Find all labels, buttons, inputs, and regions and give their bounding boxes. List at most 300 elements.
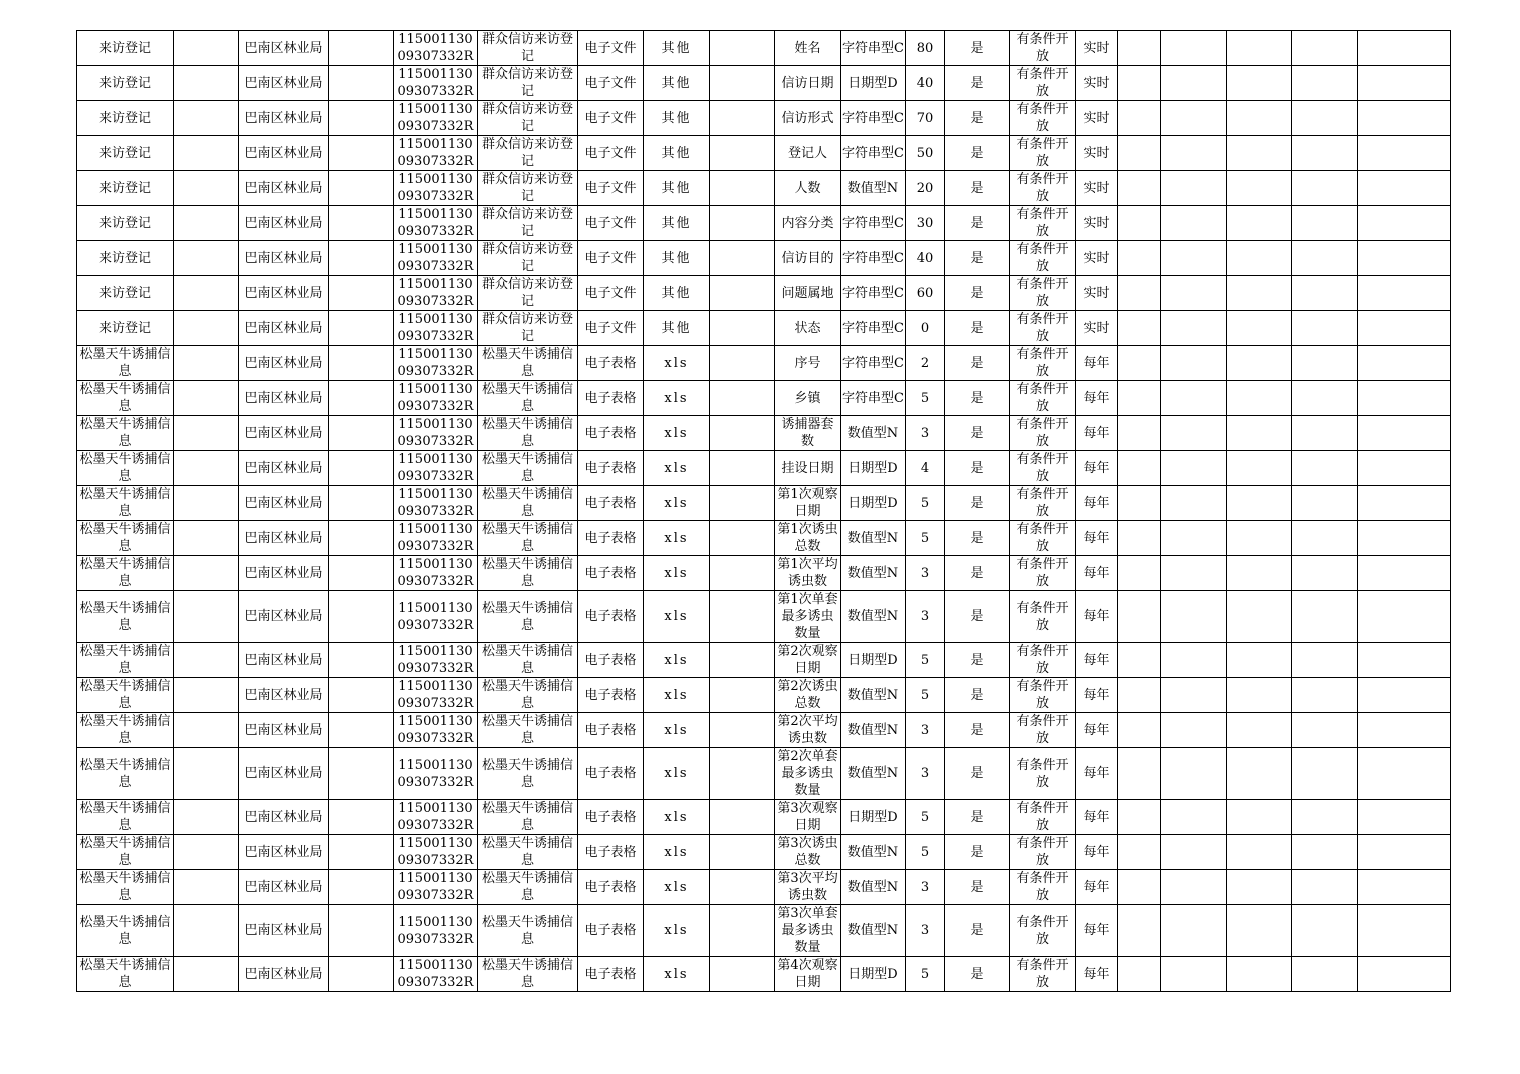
credit-code-cell: 11500113009307332R xyxy=(394,905,478,957)
blank-cell xyxy=(1227,643,1292,678)
data-type-cell: 日期型D xyxy=(841,957,906,992)
data-type-cell: 日期型D xyxy=(841,451,906,486)
table-row xyxy=(77,800,1451,835)
field-name-cell: 信访日期 xyxy=(775,66,841,101)
provider-dept-cell: 巴南区林业局 xyxy=(239,171,329,206)
length-cell: 5 xyxy=(906,800,945,835)
catalog-name-cell: 松墨天牛诱捕信息 xyxy=(478,416,578,451)
blank-cell xyxy=(710,678,775,713)
data-type-cell: 数值型N xyxy=(841,748,906,800)
data-type-cell: 数值型N xyxy=(841,591,906,643)
update-cycle-cell: 实时 xyxy=(1076,171,1118,206)
field-name-cell: 第1次单套最多诱虫数量 xyxy=(775,591,841,643)
blank-cell xyxy=(1118,241,1161,276)
share-type-cell: 有条件开放 xyxy=(1010,171,1076,206)
blank-cell xyxy=(329,346,394,381)
blank-cell xyxy=(1292,713,1358,748)
catalog-name-cell: 群众信访来访登记 xyxy=(478,241,578,276)
table-row xyxy=(77,451,1451,486)
credit-code-cell: 11500113009307332R xyxy=(394,136,478,171)
field-name-cell: 诱捕器套数 xyxy=(775,416,841,451)
provider-dept-cell: 巴南区林业局 xyxy=(239,678,329,713)
blank-cell xyxy=(1161,521,1227,556)
blank-cell xyxy=(1118,171,1161,206)
blank-cell xyxy=(1227,556,1292,591)
resource-name-cell: 松墨天牛诱捕信息 xyxy=(77,556,174,591)
blank-cell xyxy=(710,101,775,136)
table-row xyxy=(77,241,1451,276)
blank-cell xyxy=(1292,556,1358,591)
blank-cell xyxy=(710,556,775,591)
update-cycle-cell: 实时 xyxy=(1076,31,1118,66)
resource-name-cell: 松墨天牛诱捕信息 xyxy=(77,521,174,556)
resource-name-cell: 松墨天牛诱捕信息 xyxy=(77,713,174,748)
blank-cell xyxy=(710,748,775,800)
required-cell: 是 xyxy=(945,66,1010,101)
blank-cell xyxy=(1118,556,1161,591)
share-type-cell: 有条件开放 xyxy=(1010,957,1076,992)
credit-code-cell: 11500113009307332R xyxy=(394,381,478,416)
catalog-name-cell: 松墨天牛诱捕信息 xyxy=(478,346,578,381)
blank-cell xyxy=(1161,206,1227,241)
format-type-cell: 电子文件 xyxy=(578,241,644,276)
blank-cell xyxy=(1227,311,1292,346)
blank-cell xyxy=(1358,101,1451,136)
catalog-name-cell: 群众信访来访登记 xyxy=(478,206,578,241)
required-cell: 是 xyxy=(945,451,1010,486)
blank-cell xyxy=(329,451,394,486)
blank-cell xyxy=(1358,136,1451,171)
update-cycle-cell: 每年 xyxy=(1076,957,1118,992)
blank-cell xyxy=(1118,416,1161,451)
update-cycle-cell: 每年 xyxy=(1076,486,1118,521)
credit-code-cell: 11500113009307332R xyxy=(394,521,478,556)
blank-cell xyxy=(1118,678,1161,713)
catalog-name-cell: 松墨天牛诱捕信息 xyxy=(478,451,578,486)
credit-code-cell: 11500113009307332R xyxy=(394,311,478,346)
blank-cell xyxy=(1292,591,1358,643)
field-name-cell: 第2次平均诱虫数 xyxy=(775,713,841,748)
provider-dept-cell: 巴南区林业局 xyxy=(239,276,329,311)
update-cycle-cell: 实时 xyxy=(1076,66,1118,101)
update-cycle-cell: 每年 xyxy=(1076,591,1118,643)
blank-cell xyxy=(1358,416,1451,451)
blank-cell xyxy=(329,311,394,346)
blank-cell xyxy=(1227,381,1292,416)
update-cycle-cell: 每年 xyxy=(1076,346,1118,381)
blank-cell xyxy=(1358,957,1451,992)
blank-cell xyxy=(710,136,775,171)
blank-cell xyxy=(1292,206,1358,241)
credit-code-cell: 11500113009307332R xyxy=(394,591,478,643)
provider-dept-cell: 巴南区林业局 xyxy=(239,451,329,486)
blank-cell xyxy=(710,451,775,486)
blank-cell xyxy=(1358,241,1451,276)
blank-cell xyxy=(1118,713,1161,748)
table-row xyxy=(77,678,1451,713)
blank-cell xyxy=(710,835,775,870)
field-name-cell: 第3次诱虫总数 xyxy=(775,835,841,870)
field-name-cell: 第4次观察日期 xyxy=(775,957,841,992)
table-row xyxy=(77,66,1451,101)
format-cell: 其他 xyxy=(644,136,710,171)
credit-code-cell: 11500113009307332R xyxy=(394,66,478,101)
blank-cell xyxy=(174,101,239,136)
format-type-cell: 电子文件 xyxy=(578,276,644,311)
required-cell: 是 xyxy=(945,678,1010,713)
blank-cell xyxy=(1118,870,1161,905)
blank-cell xyxy=(1358,171,1451,206)
blank-cell xyxy=(1292,346,1358,381)
required-cell: 是 xyxy=(945,870,1010,905)
length-cell: 2 xyxy=(906,346,945,381)
format-type-cell: 电子文件 xyxy=(578,206,644,241)
provider-dept-cell: 巴南区林业局 xyxy=(239,136,329,171)
blank-cell xyxy=(1161,171,1227,206)
format-cell: 其他 xyxy=(644,66,710,101)
blank-cell xyxy=(1118,206,1161,241)
catalog-table xyxy=(76,30,1451,992)
length-cell: 80 xyxy=(906,31,945,66)
blank-cell xyxy=(329,416,394,451)
required-cell: 是 xyxy=(945,171,1010,206)
share-type-cell: 有条件开放 xyxy=(1010,748,1076,800)
format-cell: 其他 xyxy=(644,31,710,66)
blank-cell xyxy=(1118,521,1161,556)
share-type-cell: 有条件开放 xyxy=(1010,311,1076,346)
share-type-cell: 有条件开放 xyxy=(1010,835,1076,870)
blank-cell xyxy=(1292,31,1358,66)
update-cycle-cell: 每年 xyxy=(1076,870,1118,905)
catalog-name-cell: 松墨天牛诱捕信息 xyxy=(478,678,578,713)
resource-name-cell: 松墨天牛诱捕信息 xyxy=(77,835,174,870)
data-type-cell: 日期型D xyxy=(841,800,906,835)
format-cell: xls xyxy=(644,486,710,521)
resource-name-cell: 来访登记 xyxy=(77,241,174,276)
required-cell: 是 xyxy=(945,835,1010,870)
catalog-name-cell: 松墨天牛诱捕信息 xyxy=(478,643,578,678)
length-cell: 5 xyxy=(906,521,945,556)
format-cell: xls xyxy=(644,556,710,591)
format-cell: 其他 xyxy=(644,206,710,241)
table-row xyxy=(77,346,1451,381)
provider-dept-cell: 巴南区林业局 xyxy=(239,957,329,992)
data-type-cell: 字符串型C xyxy=(841,136,906,171)
blank-cell xyxy=(1161,748,1227,800)
data-type-cell: 数值型N xyxy=(841,905,906,957)
blank-cell xyxy=(1161,276,1227,311)
blank-cell xyxy=(710,206,775,241)
blank-cell xyxy=(1292,381,1358,416)
table-row xyxy=(77,905,1451,957)
table-row xyxy=(77,556,1451,591)
format-type-cell: 电子表格 xyxy=(578,381,644,416)
blank-cell xyxy=(174,416,239,451)
blank-cell xyxy=(1227,713,1292,748)
format-type-cell: 电子表格 xyxy=(578,748,644,800)
resource-name-cell: 松墨天牛诱捕信息 xyxy=(77,748,174,800)
provider-dept-cell: 巴南区林业局 xyxy=(239,486,329,521)
credit-code-cell: 11500113009307332R xyxy=(394,276,478,311)
catalog-name-cell: 群众信访来访登记 xyxy=(478,311,578,346)
blank-cell xyxy=(1292,905,1358,957)
blank-cell xyxy=(1161,31,1227,66)
provider-dept-cell: 巴南区林业局 xyxy=(239,381,329,416)
required-cell: 是 xyxy=(945,241,1010,276)
provider-dept-cell: 巴南区林业局 xyxy=(239,311,329,346)
blank-cell xyxy=(1292,416,1358,451)
format-cell: 其他 xyxy=(644,241,710,276)
share-type-cell: 有条件开放 xyxy=(1010,713,1076,748)
blank-cell xyxy=(174,713,239,748)
blank-cell xyxy=(1358,451,1451,486)
share-type-cell: 有条件开放 xyxy=(1010,66,1076,101)
blank-cell xyxy=(329,748,394,800)
field-name-cell: 乡镇 xyxy=(775,381,841,416)
blank-cell xyxy=(1358,486,1451,521)
format-cell: xls xyxy=(644,748,710,800)
resource-name-cell: 松墨天牛诱捕信息 xyxy=(77,451,174,486)
share-type-cell: 有条件开放 xyxy=(1010,346,1076,381)
length-cell: 5 xyxy=(906,486,945,521)
table-row xyxy=(77,416,1451,451)
field-name-cell: 第2次诱虫总数 xyxy=(775,678,841,713)
blank-cell xyxy=(1292,101,1358,136)
provider-dept-cell: 巴南区林业局 xyxy=(239,748,329,800)
blank-cell xyxy=(174,521,239,556)
format-type-cell: 电子表格 xyxy=(578,556,644,591)
catalog-name-cell: 松墨天牛诱捕信息 xyxy=(478,800,578,835)
blank-cell xyxy=(1292,486,1358,521)
table-row xyxy=(77,171,1451,206)
table-row xyxy=(77,136,1451,171)
table-row xyxy=(77,835,1451,870)
table-row xyxy=(77,748,1451,800)
provider-dept-cell: 巴南区林业局 xyxy=(239,591,329,643)
blank-cell xyxy=(174,346,239,381)
format-cell: xls xyxy=(644,678,710,713)
table-row xyxy=(77,957,1451,992)
provider-dept-cell: 巴南区林业局 xyxy=(239,206,329,241)
resource-name-cell: 来访登记 xyxy=(77,311,174,346)
format-type-cell: 电子表格 xyxy=(578,678,644,713)
provider-dept-cell: 巴南区林业局 xyxy=(239,800,329,835)
share-type-cell: 有条件开放 xyxy=(1010,136,1076,171)
blank-cell xyxy=(710,905,775,957)
provider-dept-cell: 巴南区林业局 xyxy=(239,556,329,591)
blank-cell xyxy=(1161,101,1227,136)
resource-name-cell: 来访登记 xyxy=(77,136,174,171)
required-cell: 是 xyxy=(945,748,1010,800)
blank-cell xyxy=(329,591,394,643)
share-type-cell: 有条件开放 xyxy=(1010,206,1076,241)
share-type-cell: 有条件开放 xyxy=(1010,800,1076,835)
blank-cell xyxy=(1227,521,1292,556)
length-cell: 5 xyxy=(906,678,945,713)
catalog-name-cell: 松墨天牛诱捕信息 xyxy=(478,905,578,957)
length-cell: 30 xyxy=(906,206,945,241)
blank-cell xyxy=(1161,678,1227,713)
blank-cell xyxy=(1161,713,1227,748)
credit-code-cell: 11500113009307332R xyxy=(394,643,478,678)
blank-cell xyxy=(710,643,775,678)
required-cell: 是 xyxy=(945,206,1010,241)
blank-cell xyxy=(329,905,394,957)
blank-cell xyxy=(1358,311,1451,346)
blank-cell xyxy=(1292,643,1358,678)
format-type-cell: 电子表格 xyxy=(578,870,644,905)
catalog-name-cell: 群众信访来访登记 xyxy=(478,136,578,171)
share-type-cell: 有条件开放 xyxy=(1010,591,1076,643)
update-cycle-cell: 每年 xyxy=(1076,905,1118,957)
blank-cell xyxy=(710,66,775,101)
blank-cell xyxy=(1161,381,1227,416)
update-cycle-cell: 每年 xyxy=(1076,643,1118,678)
field-name-cell: 登记人 xyxy=(775,136,841,171)
table-row xyxy=(77,311,1451,346)
blank-cell xyxy=(1118,66,1161,101)
blank-cell xyxy=(174,66,239,101)
blank-cell xyxy=(329,643,394,678)
data-type-cell: 数值型N xyxy=(841,870,906,905)
blank-cell xyxy=(1227,451,1292,486)
blank-cell xyxy=(1118,101,1161,136)
blank-cell xyxy=(329,678,394,713)
blank-cell xyxy=(1118,800,1161,835)
data-type-cell: 数值型N xyxy=(841,416,906,451)
blank-cell xyxy=(329,171,394,206)
share-type-cell: 有条件开放 xyxy=(1010,556,1076,591)
blank-cell xyxy=(710,381,775,416)
blank-cell xyxy=(1118,748,1161,800)
resource-name-cell: 松墨天牛诱捕信息 xyxy=(77,678,174,713)
update-cycle-cell: 每年 xyxy=(1076,451,1118,486)
field-name-cell: 序号 xyxy=(775,346,841,381)
blank-cell xyxy=(329,276,394,311)
catalog-name-cell: 松墨天牛诱捕信息 xyxy=(478,835,578,870)
blank-cell xyxy=(710,870,775,905)
blank-cell xyxy=(1227,241,1292,276)
field-name-cell: 第3次单套最多诱虫数量 xyxy=(775,905,841,957)
blank-cell xyxy=(1358,31,1451,66)
resource-name-cell: 来访登记 xyxy=(77,171,174,206)
required-cell: 是 xyxy=(945,416,1010,451)
blank-cell xyxy=(1292,276,1358,311)
table-row xyxy=(77,206,1451,241)
provider-dept-cell: 巴南区林业局 xyxy=(239,346,329,381)
field-name-cell: 第1次平均诱虫数 xyxy=(775,556,841,591)
blank-cell xyxy=(1118,451,1161,486)
resource-name-cell: 松墨天牛诱捕信息 xyxy=(77,346,174,381)
provider-dept-cell: 巴南区林业局 xyxy=(239,66,329,101)
blank-cell xyxy=(174,31,239,66)
format-cell: xls xyxy=(644,713,710,748)
table-row xyxy=(77,713,1451,748)
blank-cell xyxy=(1358,556,1451,591)
blank-cell xyxy=(1227,835,1292,870)
credit-code-cell: 11500113009307332R xyxy=(394,957,478,992)
catalog-name-cell: 群众信访来访登记 xyxy=(478,66,578,101)
required-cell: 是 xyxy=(945,800,1010,835)
blank-cell xyxy=(1292,957,1358,992)
credit-code-cell: 11500113009307332R xyxy=(394,241,478,276)
blank-cell xyxy=(710,957,775,992)
catalog-name-cell: 松墨天牛诱捕信息 xyxy=(478,486,578,521)
blank-cell xyxy=(710,800,775,835)
field-name-cell: 第1次观察日期 xyxy=(775,486,841,521)
blank-cell xyxy=(1227,66,1292,101)
required-cell: 是 xyxy=(945,136,1010,171)
provider-dept-cell: 巴南区林业局 xyxy=(239,101,329,136)
format-cell: 其他 xyxy=(644,101,710,136)
field-name-cell: 挂设日期 xyxy=(775,451,841,486)
blank-cell xyxy=(174,800,239,835)
resource-name-cell: 来访登记 xyxy=(77,206,174,241)
format-type-cell: 电子表格 xyxy=(578,835,644,870)
blank-cell xyxy=(329,241,394,276)
share-type-cell: 有条件开放 xyxy=(1010,101,1076,136)
data-type-cell: 字符串型C xyxy=(841,346,906,381)
format-cell: xls xyxy=(644,905,710,957)
share-type-cell: 有条件开放 xyxy=(1010,870,1076,905)
blank-cell xyxy=(174,206,239,241)
catalog-name-cell: 松墨天牛诱捕信息 xyxy=(478,556,578,591)
credit-code-cell: 11500113009307332R xyxy=(394,678,478,713)
update-cycle-cell: 每年 xyxy=(1076,748,1118,800)
field-name-cell: 第3次观察日期 xyxy=(775,800,841,835)
blank-cell xyxy=(1161,835,1227,870)
blank-cell xyxy=(1227,276,1292,311)
resource-name-cell: 松墨天牛诱捕信息 xyxy=(77,591,174,643)
format-type-cell: 电子表格 xyxy=(578,346,644,381)
blank-cell xyxy=(1161,591,1227,643)
length-cell: 40 xyxy=(906,66,945,101)
resource-name-cell: 松墨天牛诱捕信息 xyxy=(77,643,174,678)
format-cell: xls xyxy=(644,870,710,905)
resource-name-cell: 来访登记 xyxy=(77,31,174,66)
blank-cell xyxy=(329,800,394,835)
blank-cell xyxy=(174,171,239,206)
credit-code-cell: 11500113009307332R xyxy=(394,31,478,66)
blank-cell xyxy=(329,486,394,521)
blank-cell xyxy=(1161,800,1227,835)
blank-cell xyxy=(710,276,775,311)
required-cell: 是 xyxy=(945,521,1010,556)
table-row xyxy=(77,31,1451,66)
field-name-cell: 信访目的 xyxy=(775,241,841,276)
blank-cell xyxy=(1227,905,1292,957)
blank-cell xyxy=(1161,416,1227,451)
blank-cell xyxy=(1227,31,1292,66)
format-type-cell: 电子表格 xyxy=(578,486,644,521)
blank-cell xyxy=(1161,870,1227,905)
required-cell: 是 xyxy=(945,311,1010,346)
field-name-cell: 第3次平均诱虫数 xyxy=(775,870,841,905)
data-type-cell: 数值型N xyxy=(841,678,906,713)
blank-cell xyxy=(1161,905,1227,957)
blank-cell xyxy=(329,66,394,101)
blank-cell xyxy=(174,136,239,171)
blank-cell xyxy=(1227,136,1292,171)
blank-cell xyxy=(1227,171,1292,206)
length-cell: 70 xyxy=(906,101,945,136)
data-type-cell: 日期型D xyxy=(841,486,906,521)
format-type-cell: 电子表格 xyxy=(578,451,644,486)
blank-cell xyxy=(1227,416,1292,451)
blank-cell xyxy=(174,486,239,521)
credit-code-cell: 11500113009307332R xyxy=(394,713,478,748)
resource-name-cell: 松墨天牛诱捕信息 xyxy=(77,800,174,835)
